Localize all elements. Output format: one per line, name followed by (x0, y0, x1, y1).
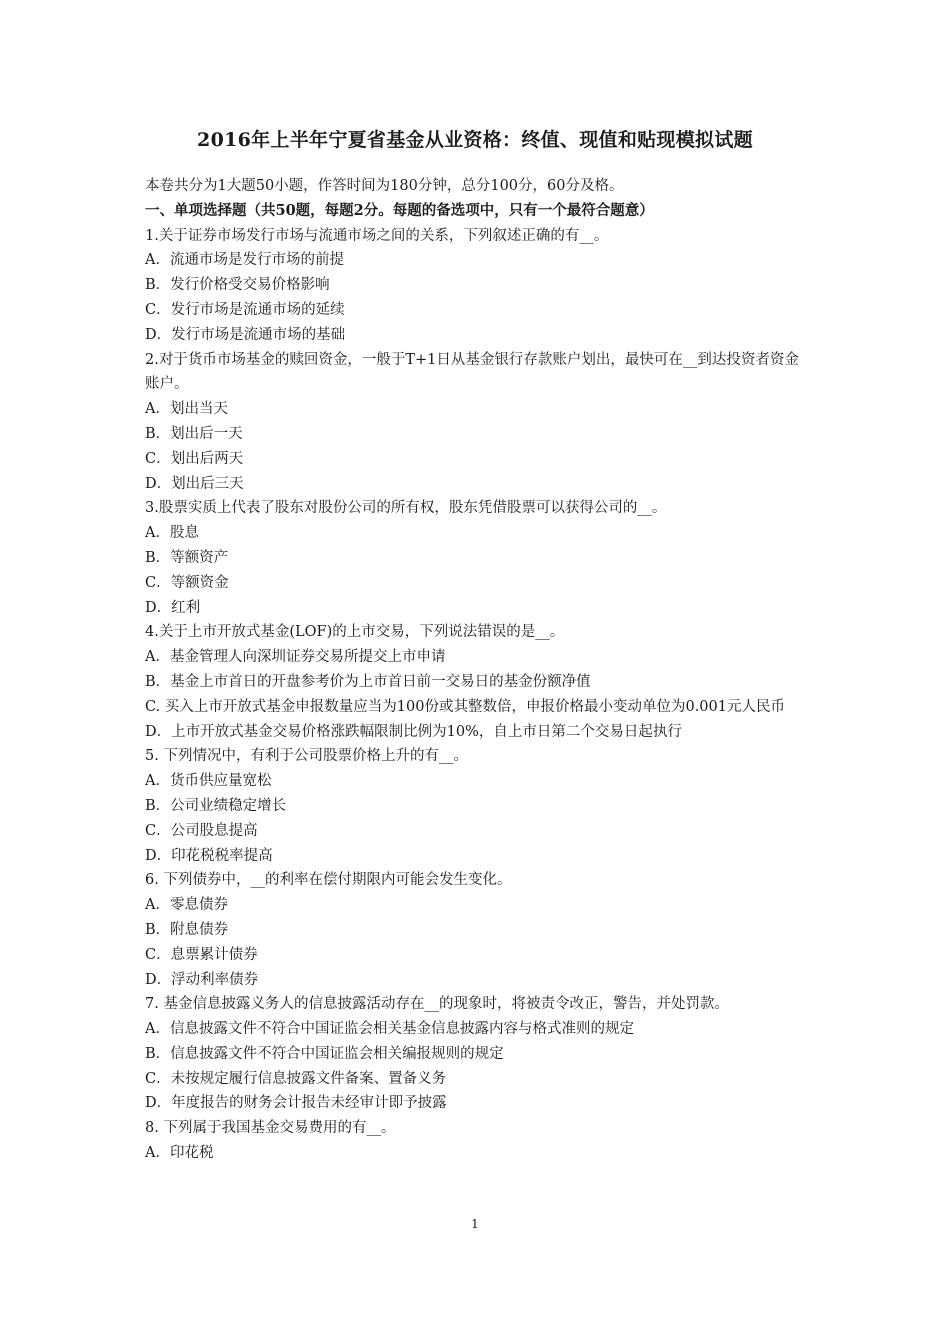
option-d: D．红利 (145, 599, 201, 616)
option-c: C．等额资金 (145, 574, 229, 591)
option-d: D．印花税税率提高 (145, 847, 273, 864)
exam-intro: 本卷共分为1大题50小题，作答时间为180分钟，总分100分，60分及格。 (145, 178, 624, 194)
option-c: C．未按规定履行信息披露文件备案、置备义务 (145, 1070, 447, 1087)
document-body (145, 174, 813, 1166)
option-c: C．息票累计债券 (145, 946, 258, 963)
option-a: A．基金管理人向深圳证券交易所提交上市申请 (145, 649, 446, 666)
option-b: B．基金上市首日的开盘参考价为上市首日前一交易日的基金份额净值 (145, 673, 591, 690)
option-c: C．划出后两天 (145, 450, 244, 467)
option-c: C．公司股息提高 (145, 822, 258, 839)
option-b: B．公司业绩稳定增长 (145, 797, 287, 814)
option-a: A．货币供应量宽松 (145, 773, 272, 790)
option-d: D．划出后三天 (145, 475, 244, 492)
option-b: B．附息债券 (145, 921, 229, 938)
option-a: A．零息债券 (145, 897, 228, 914)
document-title: 2016年上半年宁夏省基金从业资格：终值、现值和贴现模拟试题 (197, 129, 753, 151)
question-stem: 1.关于证券市场发行市场与流通市场之间的关系，下列叙述正确的有__。 (145, 227, 609, 244)
question-8 (145, 1116, 813, 1166)
option-b: B．信息披露文件不符合中国证监会相关编报规则的规定 (145, 1045, 504, 1062)
page-number: 1 (471, 1217, 479, 1231)
question-stem: 5. 下列情况中，有利于公司股票价格上升的有__。 (145, 748, 468, 765)
section-heading: 一、单项选择题（共50题，每题2分。每题的备选项中，只有一个最符合题意） (145, 201, 654, 219)
question-3 (145, 496, 813, 620)
option-a: A．股息 (145, 525, 199, 542)
option-b: B．等额资产 (145, 549, 229, 566)
question-6 (145, 868, 813, 992)
question-stem: 2.对于货币市场基金的赎回资金，一般于T+1日从基金银行存款账户划出，最快可在__到达投资者资金账户。 (145, 351, 799, 393)
option-c: C．发行市场是流通市场的延续 (145, 301, 345, 318)
option-a: A．划出当天 (145, 401, 228, 418)
question-stem: 6. 下列债券中，__的利率在偿付期限内可能会发生变化。 (145, 872, 512, 889)
option-a: A．信息披露文件不符合中国证监会相关基金信息披露内容与格式准则的规定 (145, 1021, 634, 1038)
option-d: D．发行市场是流通市场的基础 (145, 326, 346, 343)
question-1 (145, 224, 813, 348)
question-7 (145, 992, 813, 1116)
option-c: C. 买入上市开放式基金申报数量应当为100份或其整数倍，申报价格最小变动单位为0.001元人民币 (145, 698, 785, 715)
option-d: D．年度报告的财务会计报告未经审计即予披露 (145, 1095, 447, 1112)
option-a: A．印花税 (145, 1145, 214, 1162)
option-d: D．浮动利率债券 (145, 971, 259, 988)
question-stem: 7. 基金信息披露义务人的信息披露活动存在__的现象时，将被责令改正，警告，并处罚款。 (145, 996, 729, 1013)
option-b: B．发行价格受交易价格影响 (145, 277, 330, 294)
question-5 (145, 744, 813, 868)
question-4 (145, 620, 813, 744)
option-d: D．上市开放式基金交易价格涨跌幅限制比例为10%，自上市日第二个交易日起执行 (145, 723, 682, 740)
option-a: A．流通市场是发行市场的前提 (145, 252, 344, 269)
question-stem: 3.股票实质上代表了股东对股份公司的所有权，股东凭借股票可以获得公司的__。 (145, 500, 667, 517)
question-stem: 4.关于上市开放式基金(LOF)的上市交易，下列说法错误的是__。 (145, 624, 565, 641)
question-2 (145, 348, 813, 497)
question-stem: 8. 下列属于我国基金交易费用的有__。 (145, 1120, 396, 1137)
option-b: B．划出后一天 (145, 425, 243, 442)
